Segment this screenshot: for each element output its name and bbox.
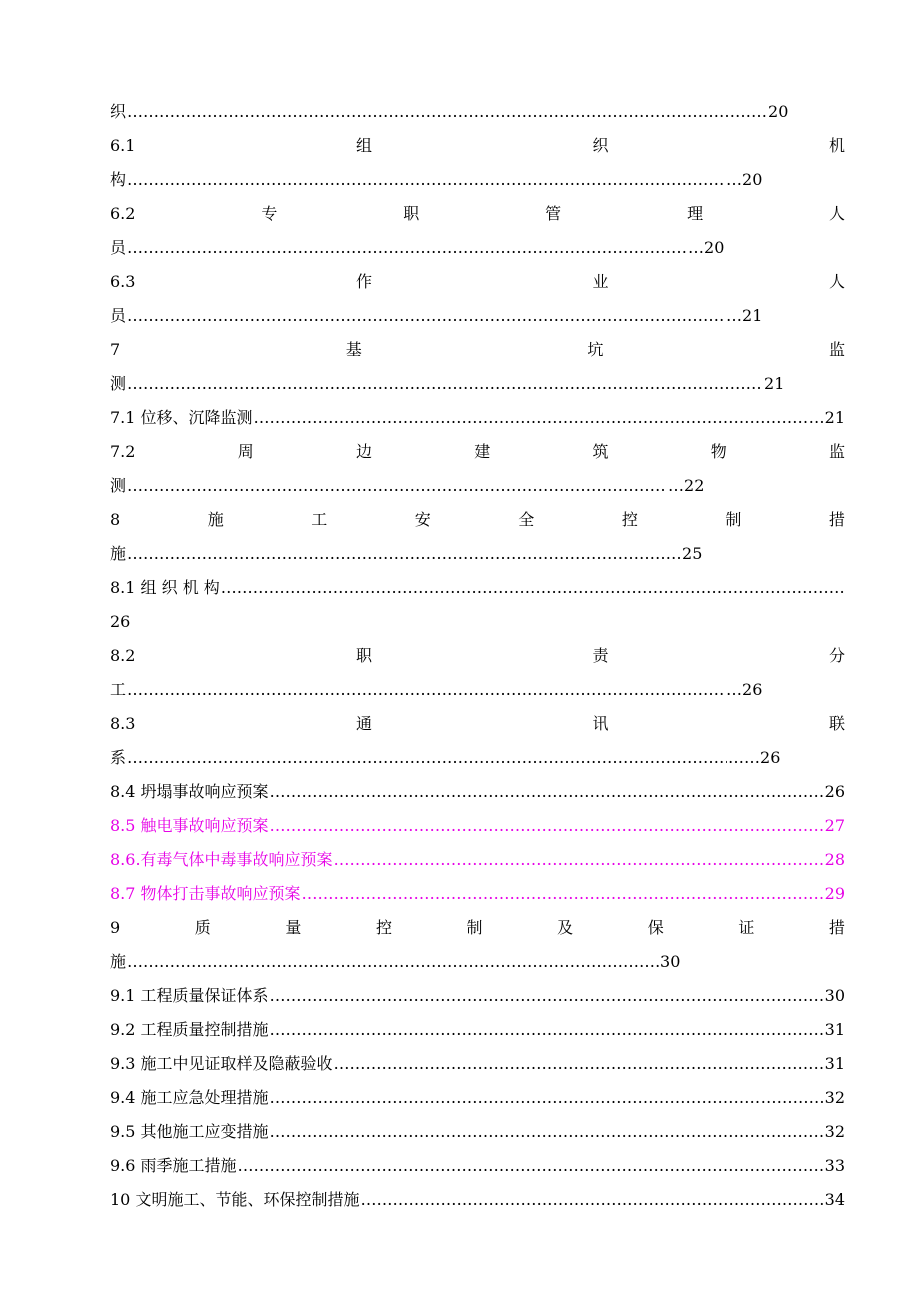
toc-leader-dots [127,743,727,773]
toc-entry [110,539,845,573]
toc-heading-char: 织 [592,136,609,155]
toc-leader-dots [127,165,725,195]
toc-heading-char: 职 [403,204,420,223]
toc-page-number: 30 [660,952,681,971]
toc-heading-spread [110,267,845,301]
toc-leader-dots [127,675,725,705]
toc-heading-spread [110,131,845,165]
toc-entry [110,1015,845,1049]
toc-leader-dots [270,777,824,807]
toc-entry-title: 9.4 施工应急处理措施 [110,1088,269,1107]
toc-entry [110,165,845,199]
toc-leader-dots [221,573,844,603]
toc-leader-dots [127,301,725,331]
toc-page-number: …22 [668,476,705,495]
toc-entry-title: 9.6 雨季施工措施 [110,1156,237,1175]
toc-entry-title: 测 [110,374,127,393]
toc-leader-dots [127,539,681,569]
toc-heading-char: 质 [194,918,211,937]
toc-entry-title: 员 [110,306,127,325]
toc-entry-title: 9.3 施工中见证取样及隐蔽验收 [110,1054,333,1073]
toc-heading-char: 职 [355,646,372,665]
toc-heading-char: 讯 [592,714,609,733]
toc-entry-title: 构 [110,170,127,189]
toc-page-number: 32 [824,1122,845,1141]
toc-entry [110,845,845,879]
toc-page-number: 20 [768,102,789,121]
toc-leader-dots [270,1015,824,1045]
toc-heading-char: 作 [355,272,372,291]
toc-leader-dots [127,369,763,399]
toc-entry [110,1083,845,1117]
toc-entry [110,1151,845,1185]
toc-heading-char: 管 [545,204,562,223]
toc-leader-dots [334,845,824,875]
toc-leader-dots [127,97,767,127]
toc-heading-char: 施 [207,510,224,529]
toc-entry [110,743,845,777]
toc-entry-title: 8.1 组 织 机 构 [110,578,220,597]
toc-page-number: …26 [726,680,763,699]
toc-heading-char: 理 [687,204,704,223]
toc-heading-char: 7.2 [110,442,136,461]
toc-heading-char: 6.2 [110,204,136,223]
toc-entry [110,403,845,437]
toc-leader-dots [360,1185,823,1215]
toc-entry [110,811,845,845]
toc-leader-dots [270,1117,824,1147]
toc-heading-char: 措 [828,510,845,529]
toc-leader-dots [270,1083,760,1113]
toc-page-number: 34 [824,1190,845,1209]
toc-heading-char: 周 [237,442,254,461]
toc-heading-char: 9 [110,918,121,937]
toc-heading-char: 制 [466,918,483,937]
toc-entry-title: 施 [110,544,127,563]
toc-heading-char: 监 [828,340,845,359]
toc-heading-spread [110,709,845,743]
toc-page-number: 33 [824,1156,845,1175]
toc-heading-char: 组 [355,136,372,155]
toc-heading-char: 物 [710,442,727,461]
toc-page-number: …21 [726,306,763,325]
toc-heading-char: 机 [828,136,845,155]
toc-entry-title: 9.2 工程质量控制措施 [110,1020,269,1039]
toc-leader-dots [238,1151,824,1181]
toc-entry [110,777,845,811]
toc-heading-spread [110,641,845,675]
toc-entry-title: 8.5 触电事故响应预案 [110,816,269,835]
toc-leader-dots [334,1049,824,1079]
toc-page-number: 29 [824,884,845,903]
toc-page-number: 25 [682,544,703,563]
toc-page-number: 26 [824,782,845,801]
toc-page-number: …21 [808,408,845,427]
toc-page-number: 30 [824,986,845,1005]
toc-entry-title: 8.7 物体打击事故响应预案 [110,884,301,903]
toc-heading-spread [110,913,845,947]
toc-heading-char: 坑 [587,340,604,359]
toc-heading-char: 筑 [592,442,609,461]
toc-entry-title: 8.6.有毒气体中毒事故响应预案 [110,850,333,869]
toc-leader-dots [270,811,824,841]
toc-entry-title: 系 [110,748,127,767]
toc-heading-char: 量 [285,918,302,937]
toc-entry-title: 7.1 位移、沉降监测 [110,408,253,427]
toc-heading-char: 人 [828,272,845,291]
toc-heading-char: 制 [725,510,742,529]
toc-entry-title: 织 [110,102,127,121]
toc-heading-char: 基 [345,340,362,359]
toc-leader-dots [270,981,824,1011]
toc-heading-char: 8 [110,510,121,529]
toc-entry-title: 施 [110,952,127,971]
toc-entry-title: 10 文明施工、节能、环保控制措施 [110,1190,360,1209]
toc-entry-title: 9.5 其他施工应变措施 [110,1122,269,1141]
toc-entry [110,97,845,131]
toc-heading-spread [110,437,845,471]
toc-page-number: 31 [824,1054,845,1073]
toc-entry [110,879,845,913]
toc-leader-dots [302,879,824,909]
toc-heading-char: 边 [355,442,372,461]
toc-heading-char: 人 [828,204,845,223]
toc-page-number: 31 [824,1020,845,1039]
toc-entry [110,947,845,981]
toc-heading-char: 8.3 [110,714,136,733]
toc-leader-dots [254,403,808,433]
toc-entry-title: 员 [110,238,127,257]
toc-entry-title: 8.4 坍塌事故响应预案 [110,782,269,801]
toc-heading-spread [110,505,845,539]
toc-heading-char: 控 [375,918,392,937]
toc-page-number: …………32 [760,1088,845,1107]
toc-heading-char: 证 [738,918,755,937]
toc-leader-dots [127,471,667,501]
toc-heading-char: 措 [828,918,845,937]
toc-page-number: …20 [726,170,763,189]
toc-entry [110,301,845,335]
toc-entry [110,369,845,403]
toc-heading-char: 控 [621,510,638,529]
toc-heading-char: 建 [474,442,491,461]
toc-entry [110,1049,845,1083]
toc-entry [110,471,845,505]
toc-page-number: 28 [824,850,845,869]
toc-heading-spread [110,199,845,233]
toc-entry [110,233,845,267]
toc-heading-char: 工 [311,510,328,529]
toc-heading-spread [110,335,845,369]
toc-heading-char: 7 [110,340,121,359]
toc-entry [110,573,845,607]
toc-entry-title: 工 [110,680,127,699]
toc-heading-char: 分 [828,646,845,665]
toc-heading-char: 保 [647,918,664,937]
toc-heading-char: 通 [355,714,372,733]
toc-page-number: ……26 [728,748,781,767]
toc-page [110,97,845,1219]
toc-entry [110,1185,845,1219]
toc-entry [110,675,845,709]
toc-heading-char: 6.1 [110,136,136,155]
toc-leader-dots [127,947,659,977]
toc-entry-title: 测 [110,476,127,495]
toc-heading-char: 责 [592,646,609,665]
toc-page-number: …20 [688,238,725,257]
toc-heading-char: 专 [261,204,278,223]
toc-page-number: 27 [824,816,845,835]
toc-heading-char: 监 [828,442,845,461]
toc-page-number: 21 [764,374,785,393]
toc-entry-title: 9.1 工程质量保证体系 [110,986,269,1005]
toc-heading-char: 业 [592,272,609,291]
toc-heading-char: 联 [828,714,845,733]
toc-heading-char: 全 [518,510,535,529]
toc-page-number-wrapped: 26 [110,612,131,631]
toc-heading-char: 6.3 [110,272,136,291]
toc-entry [110,1117,845,1151]
toc-heading-char: 8.2 [110,646,136,665]
toc-leader-dots [127,233,687,263]
toc-heading-char: 及 [557,918,574,937]
toc-heading-char: 安 [414,510,431,529]
toc-entry [110,981,845,1015]
